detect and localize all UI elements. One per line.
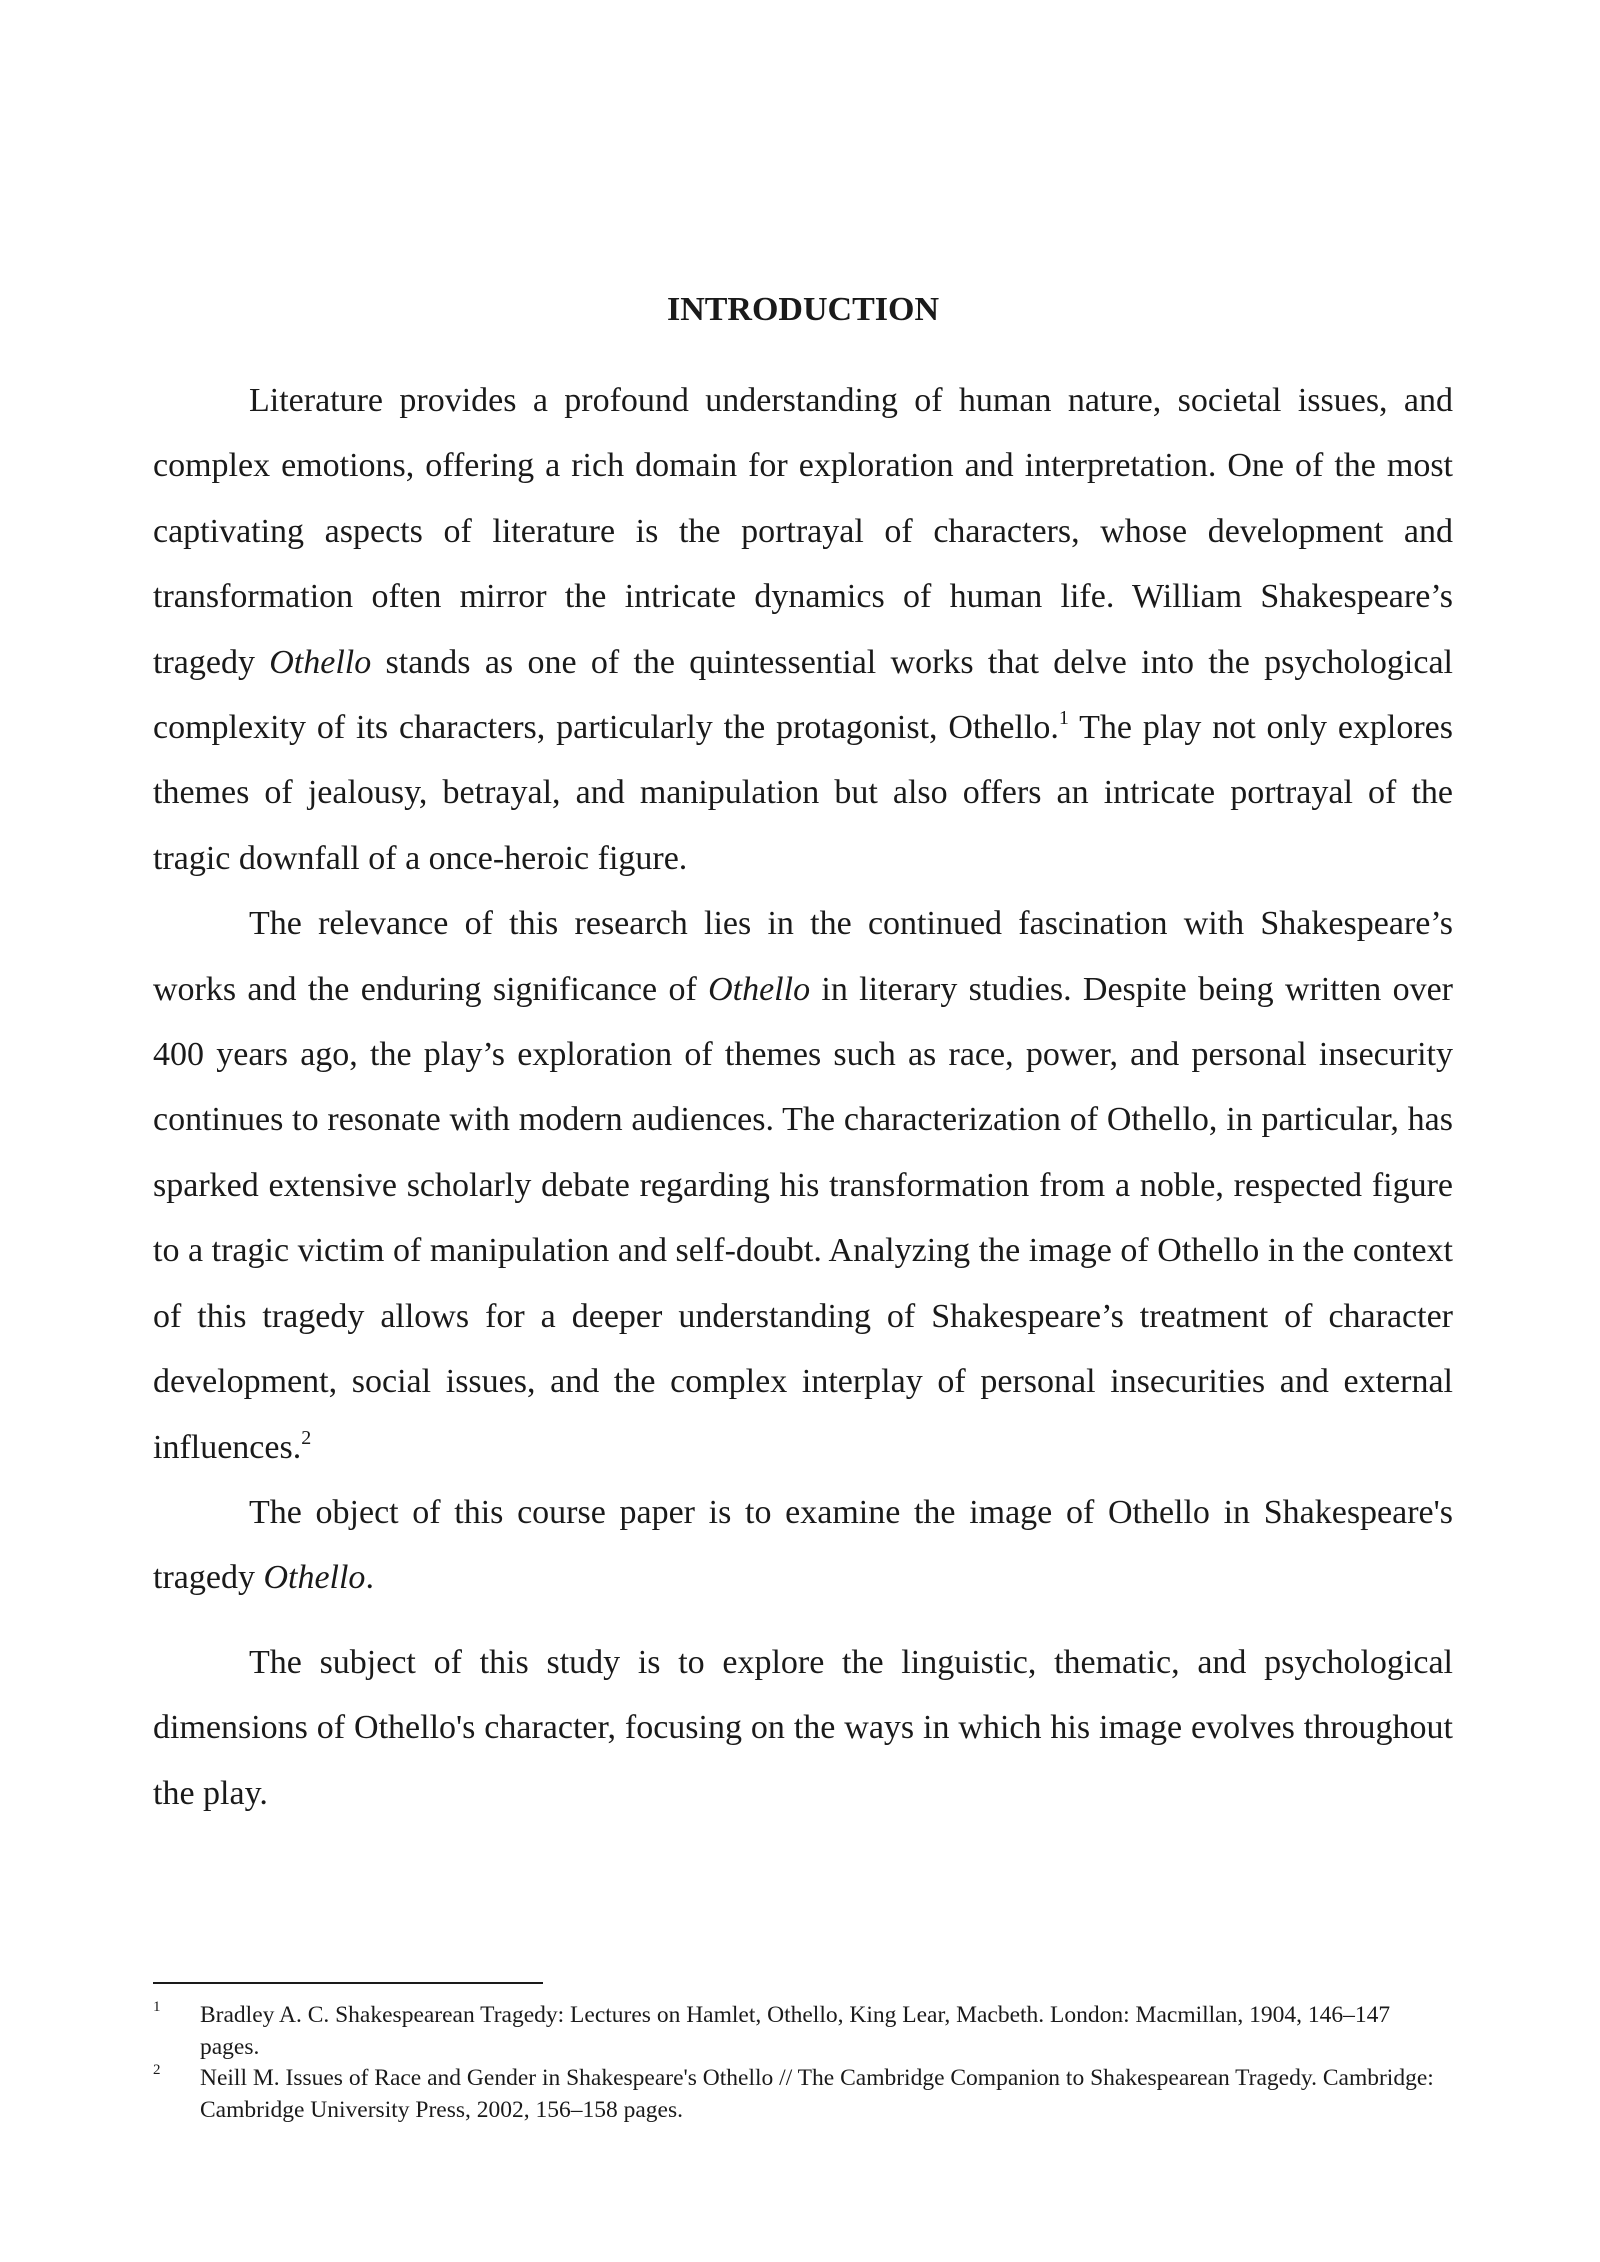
paragraph-2-text-a: The relevance of this research lies in the continued fascination with Shakespeare’s works and the enduring significance of <box>153 905 1453 1008</box>
footnote-ref-1[interactable]: 1 <box>1058 707 1069 730</box>
paragraph-3-text-a: The object of this course paper is to examine the image of Othello in Shakespeare's tragedy <box>153 1493 1453 1597</box>
paragraph-3 <box>153 1480 1453 1611</box>
paragraph-4 <box>153 1630 1453 1826</box>
footnote-separator <box>153 1982 543 1984</box>
paragraph-4-text-a: The subject of this study is to explore the linguistic, thematic, and psychological dimensions of Othello's character, focusing on the ways in which his image evolves throughout the play. <box>153 1643 1453 1812</box>
footnote-text: Bradley A. C. Shakespearean Tragedy: Lectures on Hamlet, Othello, King Lear, Macbeth. London: Macmillan, 1904, 146–147 pages. <box>200 2002 1391 2060</box>
paragraph-1 <box>153 368 1453 891</box>
footnote-text: Neill M. Issues of Race and Gender in Shakespeare's Othello // The Cambridge Companion to Shakespearean Tragedy. Cambridge: Cambridge University Press, 2002, 156–158 pages. <box>200 2065 1434 2123</box>
play-title-italic: Othello <box>269 643 372 681</box>
footnote-number: 1 <box>153 1999 161 2015</box>
paragraph-1-text-a: Literature provides a profound understanding of human nature, societal issues, and complex emotions, offering a rich domain for exploration and interpretation. One of the most captivating aspects of literature is the portrayal of characters, whose development and transformation often mirror the intricate dynamics of human life. William Shakespeare’s tragedy <box>153 382 1453 681</box>
footnote-ref-2[interactable]: 2 <box>301 1426 312 1449</box>
footnote-1 <box>153 2000 1453 2063</box>
footnote-number: 2 <box>153 2062 161 2078</box>
body-text <box>153 368 1453 1826</box>
footnotes <box>153 2000 1453 2126</box>
paragraph-2-text-b: in literary studies. Despite being written over 400 years ago, the play’s exploration of themes such as race, power, and personal insecurity continues to resonate with modern audiences. The characterization of Othello, in particular, has sparked extensive scholarly debate regarding his transformation from a noble, respected figure to a tragic victim of manipulation and self-doubt. Analyzing the image of Othello in the context of this tragedy allows for a deeper understanding of Shakespeare’s treatment of character development, social issues, and the complex interplay of personal insecurities and external influences. <box>153 970 1453 1466</box>
paragraph-2 <box>153 891 1453 1480</box>
play-title-italic: Othello <box>263 1559 366 1597</box>
play-title-italic: Othello <box>708 970 811 1008</box>
page-heading: INTRODUCTION <box>666 291 940 328</box>
footnote-2 <box>153 2063 1453 2126</box>
paragraph-1-text-b: stands as one of the quintessential works that delve into the psychological complexity of its characters, particularly the protagonist, Othello. <box>153 643 1453 747</box>
paragraph-1-text-c: The play not only explores themes of jealousy, betrayal, and manipulation but also offers an intricate portrayal of the tragic downfall of a once-heroic figure. <box>153 709 1453 877</box>
paragraph-3-text-b: . <box>365 1559 374 1597</box>
